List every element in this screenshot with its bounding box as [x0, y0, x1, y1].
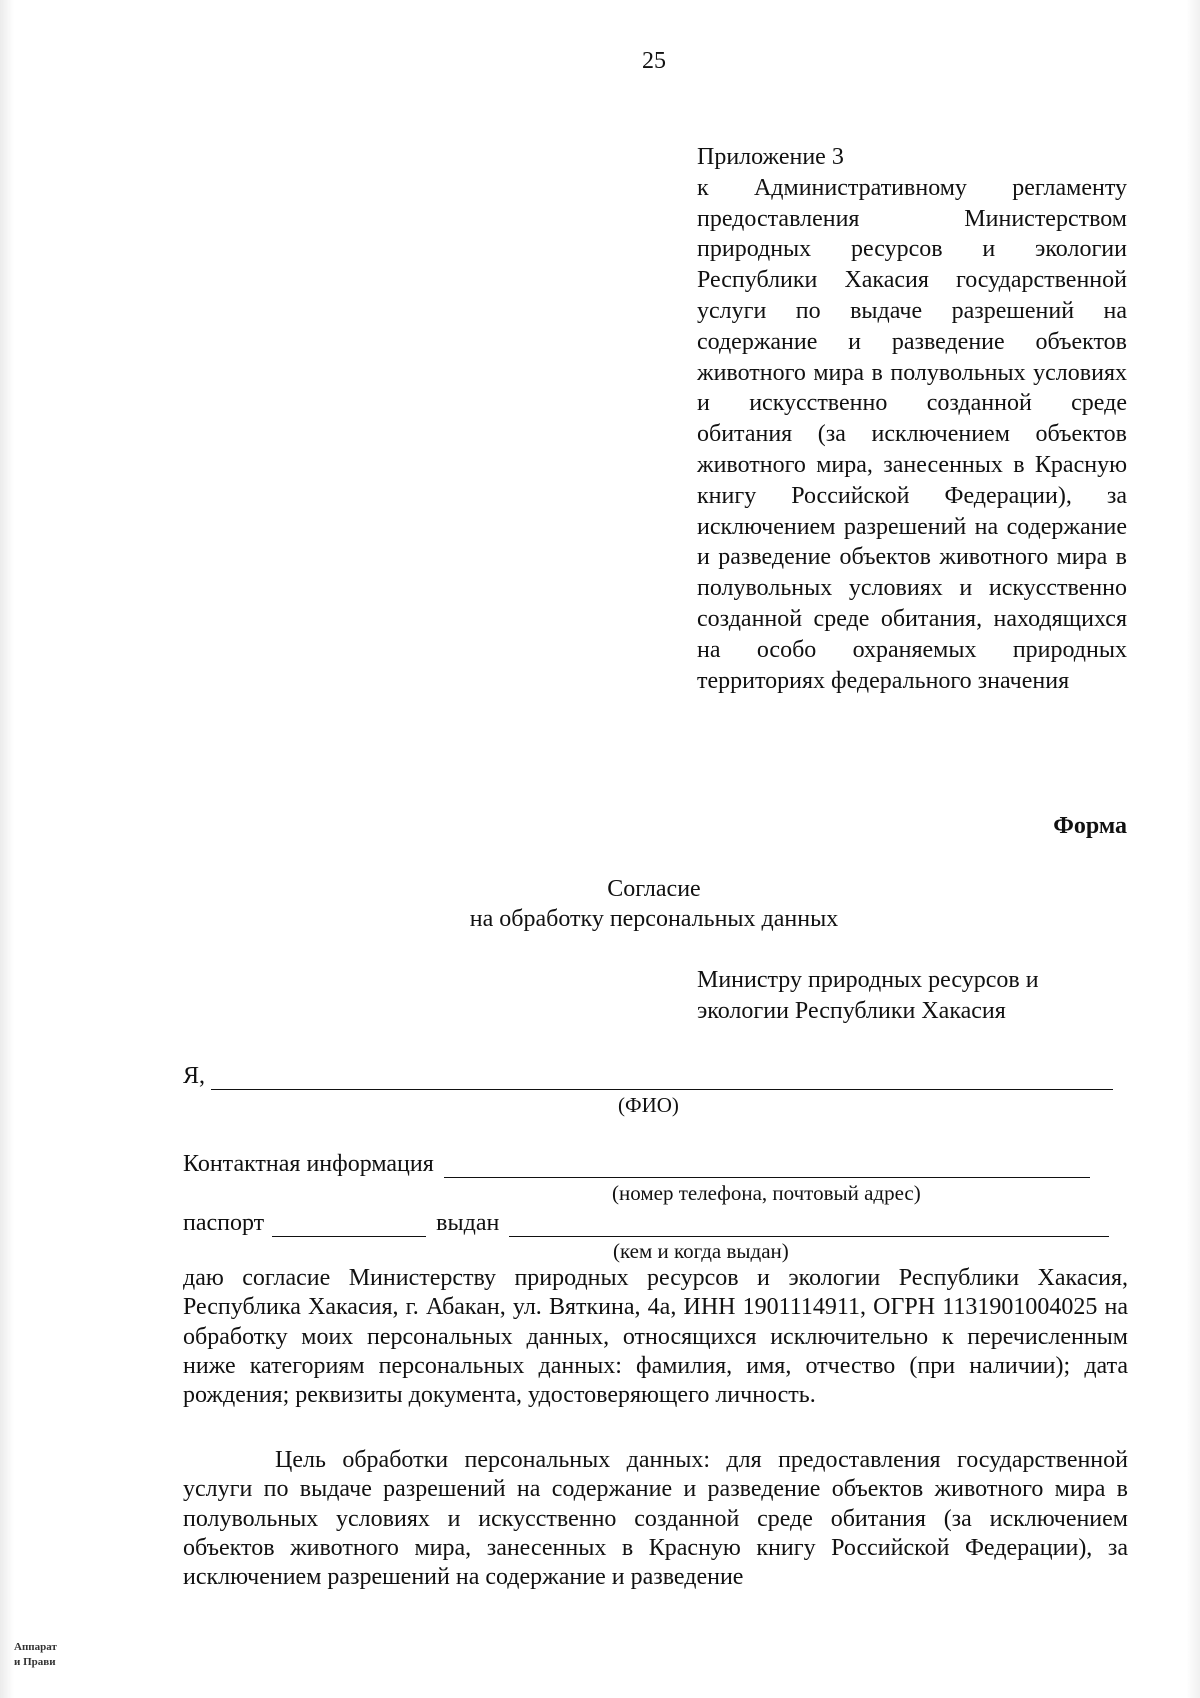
- stamp-line-1: Аппарат: [14, 1641, 57, 1653]
- appendix-text: к Административному регламенту предоставления Министерством природных ресурсов и экологии Республики Хакасия государственной услуги по выдаче разрешений на содержание и разведение объектов животного мира в полувольных условиях и искусственно созданной среде обитания (за исключением объектов животного мира, занесенных в Красную книгу Российской Федерации), за исключением разрешений на содержание и разведение объектов животного мира в полувольных условиях и искусственно созданной среде обитания, находящихся на особо охраняемых природных территориях федерального значения: [697, 174, 1127, 694]
- contact-field[interactable]: [444, 1155, 1090, 1178]
- name-label: Я,: [183, 1063, 206, 1089]
- passport-label: паспорт: [183, 1210, 265, 1236]
- consent-paragraph: даю согласие Министерству природных ресурсов и экологии Республики Хакасия, Республика Хакасия, г. Абакан, ул. Вяткина, 4а, ИНН 1901114911, ОГРН 1131901004025 на обработку моих персональных данных, относящихся исключительно к перечисленным ниже категориям персональных данных: фамилия, имя, отчество (при наличии); дата рождения; реквизиты документа, удостоверяющего личность.: [183, 1265, 1128, 1409]
- scan-edge-right: [1186, 0, 1200, 1698]
- document-title: Согласие: [607, 876, 701, 902]
- page-number: 25: [642, 48, 666, 74]
- issued-field[interactable]: [509, 1214, 1109, 1237]
- contact-hint: (номер телефона, почтовый адрес): [612, 1181, 921, 1205]
- stamp-line-2: и Прави: [14, 1656, 56, 1668]
- issued-hint: (кем и когда выдан): [613, 1239, 789, 1263]
- addressee: Министру природных ресурсов и экологии Республики Хакасия: [697, 967, 1039, 1024]
- name-row: [183, 1063, 1113, 1090]
- margin-stamp: [14, 1640, 57, 1670]
- name-hint: (ФИО): [618, 1093, 679, 1117]
- purpose-paragraph: Цель обработки персональных данных: для предоставления государственной услуги по выдаче разрешений на содержание и разведение объектов животного мира в полувольных условиях и искусственно созданной среде обитания (за исключением объектов животного мира, занесенных в Красную книгу Российской Федерации), за исключением разрешений на содержание и разведение: [183, 1447, 1128, 1591]
- passport-row: [183, 1210, 1109, 1237]
- scan-edge-left: [0, 0, 14, 1698]
- document-subtitle: на обработку персональных данных: [469, 906, 839, 932]
- appendix-title: Приложение 3: [697, 144, 844, 170]
- passport-field[interactable]: [272, 1214, 426, 1237]
- name-field[interactable]: [211, 1067, 1113, 1090]
- form-label: Форма: [1053, 813, 1127, 839]
- contact-label: Контактная информация: [183, 1151, 434, 1177]
- issued-label: выдан: [436, 1210, 500, 1236]
- contact-row: [183, 1151, 1090, 1178]
- appendix-block: [697, 142, 1127, 696]
